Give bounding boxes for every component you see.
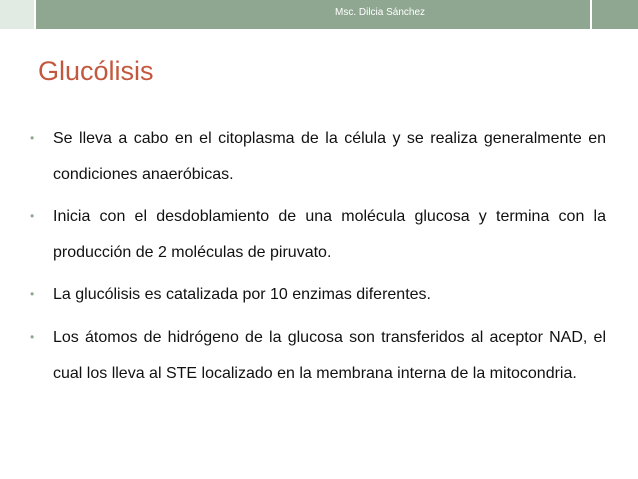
top-bar-segment-right xyxy=(591,0,638,29)
bullet-item xyxy=(30,121,606,192)
bullet-icon: • xyxy=(30,209,35,224)
bullet-list xyxy=(30,121,606,398)
author-footer: Msc. Dilcia Sánchez xyxy=(335,7,426,18)
bullet-text: La glucólisis es catalizada por 10 enzimas diferentes. xyxy=(53,286,431,304)
top-bar-divider xyxy=(590,0,592,29)
bullet-icon: • xyxy=(30,131,35,145)
bullet-item xyxy=(30,277,606,313)
top-bar-divider xyxy=(34,0,36,29)
bullet-icon: • xyxy=(30,329,35,344)
bullet-item xyxy=(30,199,606,270)
bullet-item xyxy=(30,320,606,391)
bullet-icon: • xyxy=(30,287,35,302)
top-bar xyxy=(0,0,638,29)
top-bar-segment-main xyxy=(35,0,591,29)
top-bar-segment-left xyxy=(0,0,35,29)
bullet-text: Inicia con el desdoblamiento de una molécula glucosa y termina con la producción de 2 moléculas de piruvato. xyxy=(53,208,606,261)
bullet-text: Los átomos de hidrógeno de la glucosa son transferidos al aceptor NAD, el cual los lleva al STE localizado en la membrana interna de la mitocondria. xyxy=(53,328,606,382)
slide-title: Glucólisis xyxy=(38,56,154,86)
bullet-text: Se lleva a cabo en el citoplasma de la célula y se realiza generalmente en condiciones anaeróbicas. xyxy=(53,130,606,183)
